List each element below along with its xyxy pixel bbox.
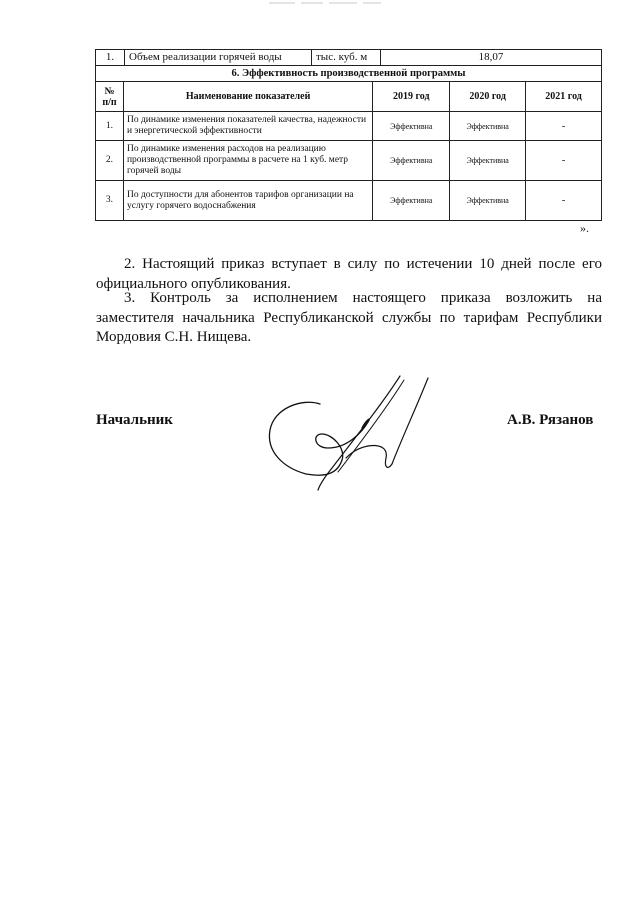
row-value: 18,07 <box>381 50 602 66</box>
table-top-row <box>95 49 602 66</box>
header-2021: 2021 год <box>526 82 602 112</box>
signatory-name: А.В. Рязанов <box>507 412 594 428</box>
handwritten-signature <box>262 368 442 498</box>
cell-name: По динамике изменения расходов на реализацию производственной программы в расчете на 1 куб. метр горячей воды <box>123 141 372 181</box>
cell-2020: Эффективна <box>450 112 526 141</box>
paragraph-3: 3. Контроль за исполнением настоящего приказа возложить на заместителя начальника Республиканской службы по тарифам Республики Мордовия С.Н. Нищева. <box>96 290 602 345</box>
cell-2020: Эффективна <box>450 181 526 221</box>
scan-artifact <box>265 0 385 6</box>
cell-num: 1. <box>96 112 124 141</box>
table-row <box>96 112 602 141</box>
table-row <box>96 181 602 221</box>
cell-2021: - <box>526 112 602 141</box>
cell-2019: Эффективна <box>373 141 450 181</box>
header-num: № п/п <box>96 82 124 112</box>
row-unit: тыс. куб. м <box>312 50 381 66</box>
signatory-title: Начальник <box>96 412 173 428</box>
row-number: 1. <box>96 50 125 66</box>
table-section-row <box>96 66 602 82</box>
efficiency-table <box>95 65 602 221</box>
cell-2020: Эффективна <box>450 141 526 181</box>
cell-2021: - <box>526 141 602 181</box>
cell-name: По динамике изменения показателей качества, надежности и энергетической эффективности <box>123 112 372 141</box>
table-header-row <box>96 82 602 112</box>
cell-num: 2. <box>96 141 124 181</box>
table-row <box>96 141 602 181</box>
header-2020: 2020 год <box>450 82 526 112</box>
cell-num: 3. <box>96 181 124 221</box>
cell-2019: Эффективна <box>373 112 450 141</box>
paragraph-2: 2. Настоящий приказ вступает в силу по истечении 10 дней после его официального опубликования. <box>96 256 602 292</box>
cell-name: По доступности для абонентов тарифов организации на услугу горячего водоснабжения <box>123 181 372 221</box>
header-2019: 2019 год <box>373 82 450 112</box>
section-title: 6. Эффективность производственной программы <box>96 66 602 82</box>
table-row <box>96 50 602 66</box>
cell-2021: - <box>526 181 602 221</box>
header-name: Наименование показателей <box>123 82 372 112</box>
closing-quote: ». <box>580 221 589 235</box>
row-name: Объем реализации горячей воды <box>125 50 312 66</box>
cell-2019: Эффективна <box>373 181 450 221</box>
